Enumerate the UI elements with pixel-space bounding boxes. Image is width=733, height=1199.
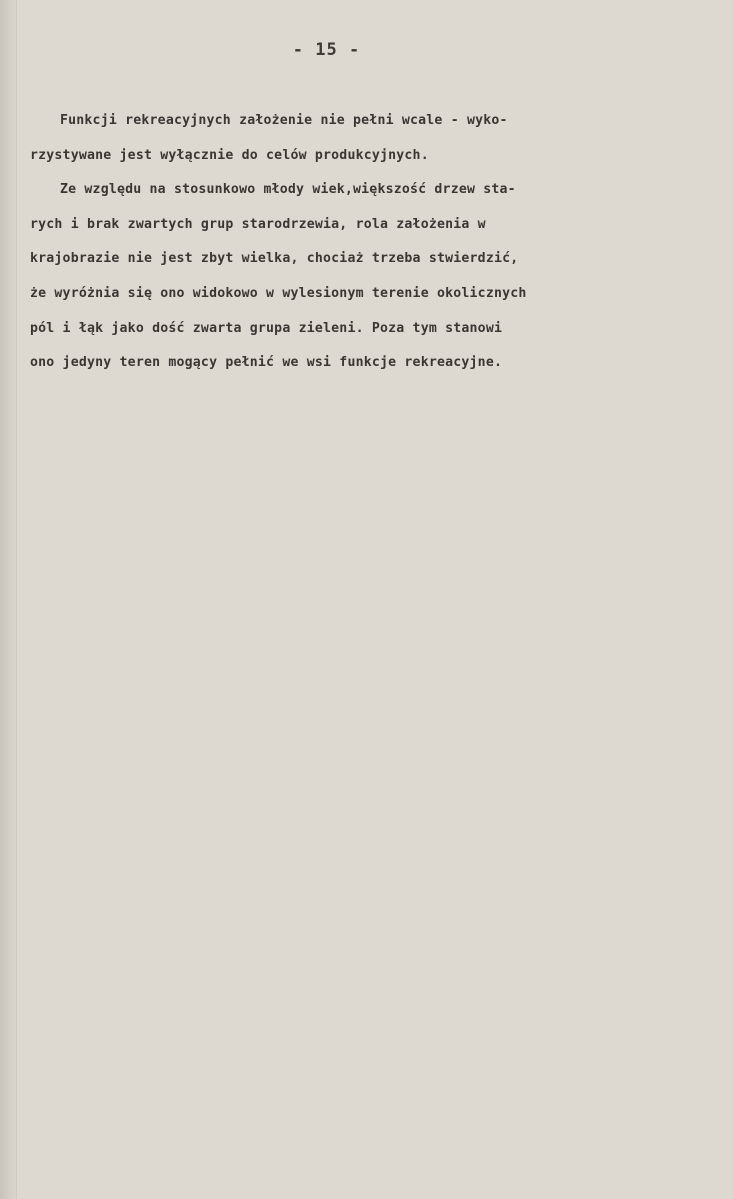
- text-line: rych i brak zwartych grup starodrzewia, rola założenia w: [30, 216, 486, 232]
- page-binding-edge: [0, 0, 17, 1199]
- text-line: pól i łąk jako dość zwarta grupa zieleni. Poza tym stanowi: [30, 320, 503, 336]
- text-line: rzystywane jest wyłącznie do celów produkcyjnych.: [30, 147, 429, 163]
- page-number: - 15 -: [292, 40, 361, 60]
- document-body: [30, 104, 680, 381]
- text-line: krajobrazie nie jest zbyt wielka, chociaż trzeba stwierdzić,: [30, 251, 519, 267]
- text-line: Funkcji rekreacyjnych założenie nie pełni wcale - wykо-: [60, 113, 508, 128]
- text-line: ono jedyny teren mogący pełnić we wsi funkcje rekreacyjne.: [30, 355, 503, 371]
- text-line: że wyróżnia się ono widokowo w wylesionym terenie okolicznych: [30, 285, 527, 301]
- text-line: Ze względu na stosunkowo młody wiek,większość drzew sta-: [60, 182, 516, 198]
